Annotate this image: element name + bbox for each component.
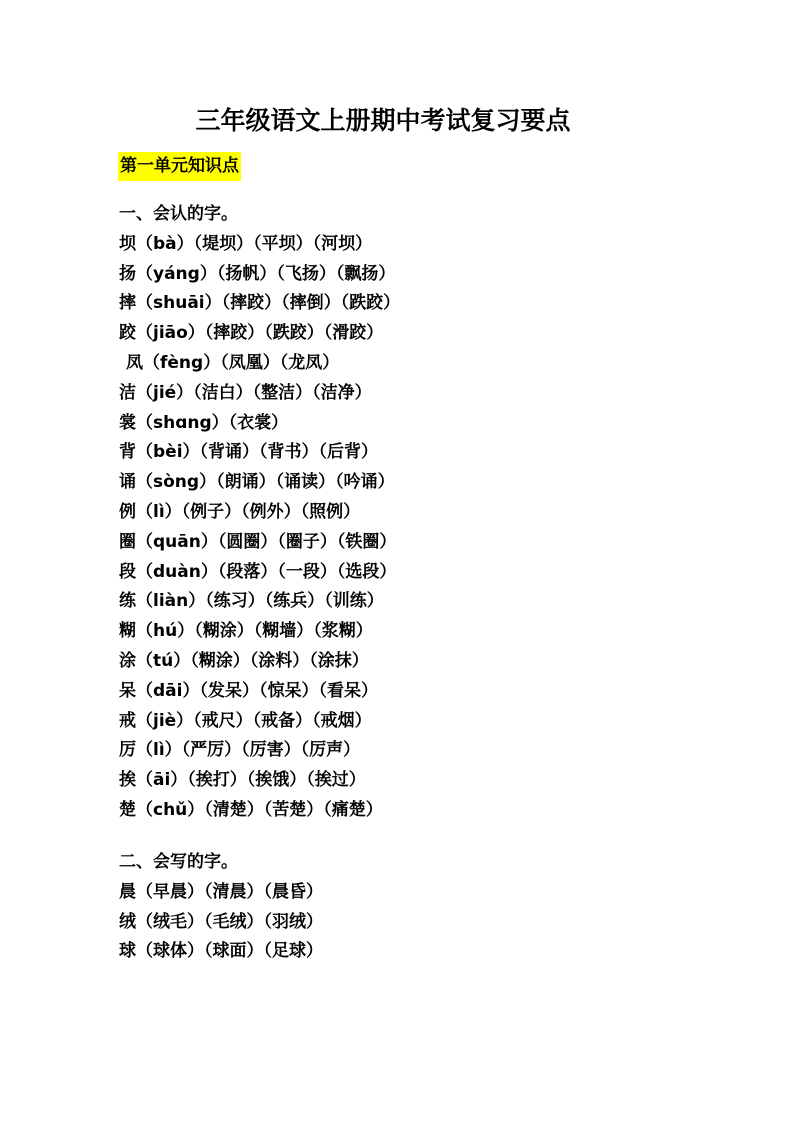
vocab-line: 练（liàn）（练习）（练兵）（训练） — [119, 591, 384, 612]
vocab-line: 跤（jiāo）（摔跤）（跌跤）（滑跤） — [119, 323, 384, 344]
vocab-line: 戒（jiè）（戒尺）（戒备）（戒烟） — [119, 710, 372, 731]
vocab-line: 例（lì）（例子）（例外）（照例） — [119, 501, 361, 522]
vocab-line: 裳（shɑng）（衣裳） — [119, 412, 289, 433]
vocab-line: 段（duàn）（段落）（一段）（选段） — [119, 561, 397, 582]
vocab-line: 挨（āi）（挨打）（挨饿）（挨过） — [119, 770, 366, 791]
vocab-line: 扬（yáng）（扬帆）（飞扬）（飘扬） — [119, 263, 396, 284]
section-heading: 一、会认的字。 — [119, 204, 238, 224]
vocab-line: 摔（shuāi）（摔跤）（摔倒）（跌跤） — [119, 293, 401, 314]
section-recognize-characters — [119, 200, 719, 826]
section-heading: 二、会写的字。 — [119, 852, 238, 872]
vocab-line: 背（bèi）（背诵）（背书）（后背） — [119, 442, 379, 463]
section-write-characters — [119, 848, 719, 967]
vocab-line: 楚（chǔ）（清楚）（苦楚）（痛楚） — [119, 799, 383, 820]
vocab-line: 绒（绒毛）（毛绒）（羽绒） — [119, 911, 323, 932]
vocab-line: 糊（hú）（糊涂）（糊墙）（浆糊） — [119, 621, 373, 642]
vocab-line: 坝（bà）（堤坝）（平坝）（河坝） — [119, 233, 373, 254]
vocab-line: 晨（早晨）（清晨）（晨昏） — [119, 881, 323, 902]
vocab-line: 呆（dāi）（发呆）（惊呆）（看呆） — [119, 680, 378, 701]
vocab-line: 诵（sòng）（朗诵）（诵读）（吟诵） — [119, 472, 395, 493]
vocab-line: 厉（lì）（严厉）（厉害）（厉声） — [119, 740, 361, 761]
vocab-line: 球（球体）（球面）（足球） — [119, 941, 323, 962]
page-title: 三年级语文上册期中考试复习要点 — [195, 106, 571, 135]
unit-heading-highlighted: 第一单元知识点 — [118, 152, 241, 181]
vocab-line: 涂（tú）（糊涂）（涂料）（涂抹） — [119, 650, 369, 671]
vocab-line: 洁（jié）（洁白）（整洁）（洁净） — [119, 382, 372, 403]
vocab-line: 圈（quān）（圆圈）（圈子）（铁圈） — [119, 531, 397, 552]
vocab-line: 凤（fèng）（凤凰）（龙凤） — [126, 352, 340, 373]
